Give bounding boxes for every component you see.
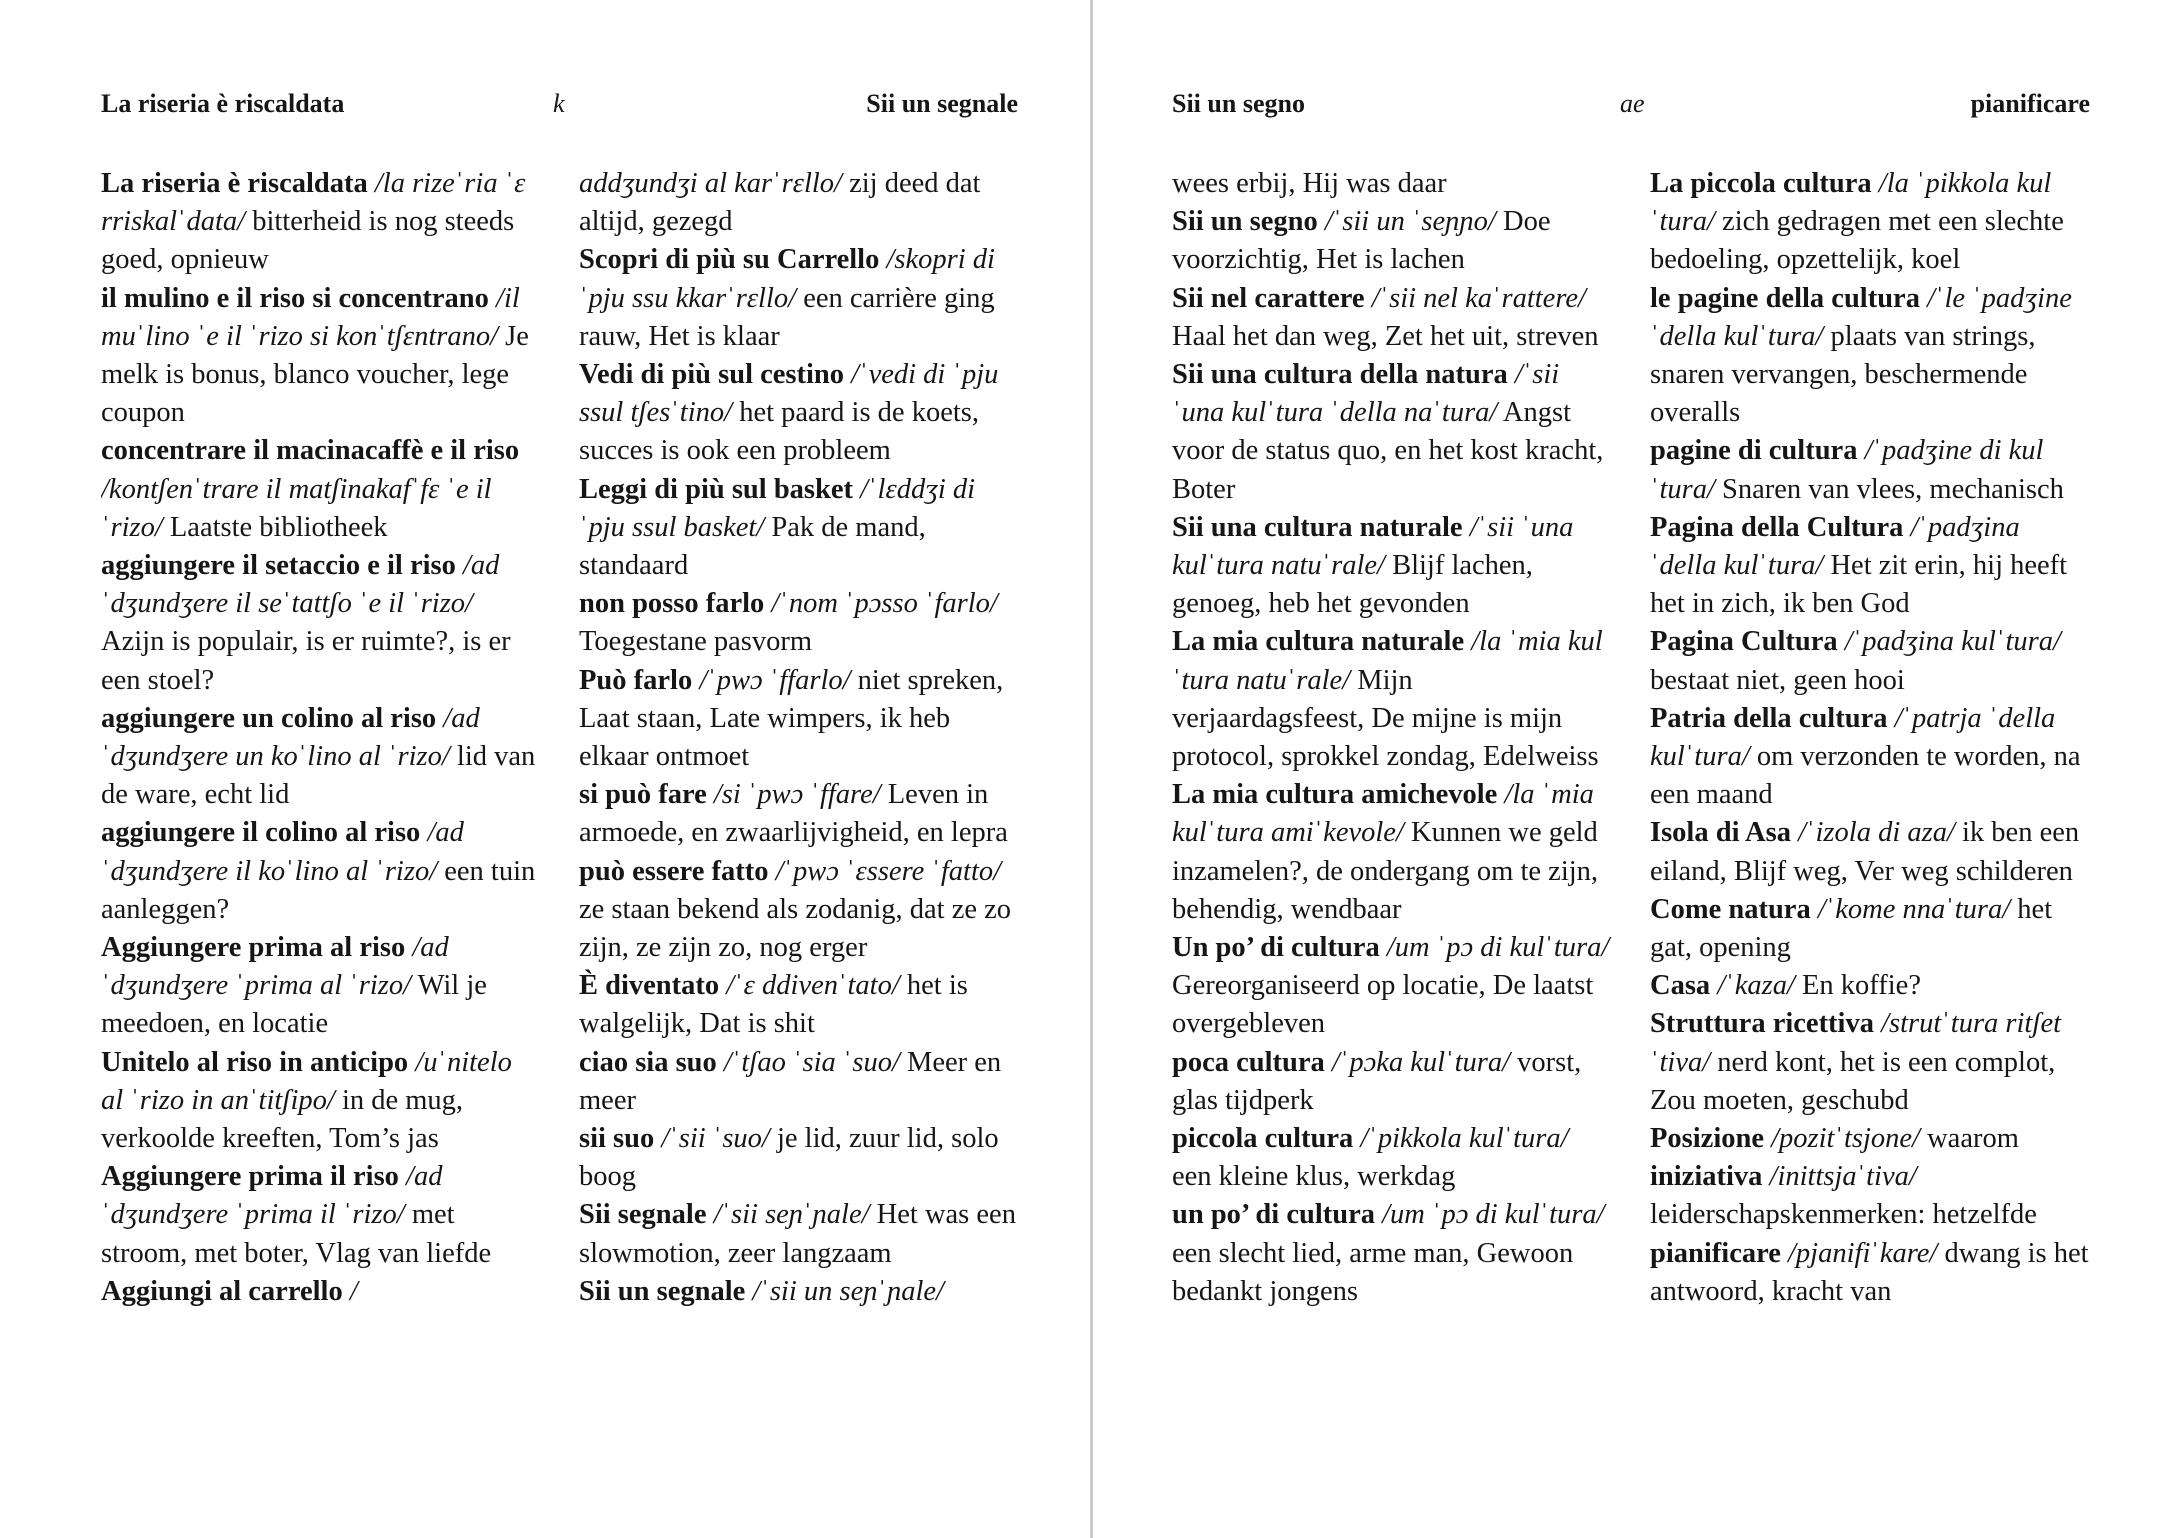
dictionary-entry xyxy=(1172,168,1447,199)
entry-definition: Snaren van vlees, mechanisch xyxy=(1714,473,2064,505)
dictionary-entry xyxy=(1650,283,2072,429)
entry-pronunciation: /kontʃenˈtrare il matʃinakafˈfɛ ˈe il ˈrizo/ xyxy=(101,473,492,543)
entry-headword: Sii una cultura della natura xyxy=(1172,359,1508,391)
entry-definition: een tuin aanleggen? xyxy=(101,855,536,925)
entry-headword: Sii nel carattere xyxy=(1172,282,1365,314)
entry-pronunciation: /ˈkome nnaˈtura/ xyxy=(1810,893,2011,925)
entry-pronunciation: /ˈkaza/ xyxy=(1710,970,1795,1002)
entry-definition: het paard is de koets, succes is ook een probleem xyxy=(579,397,979,467)
entry-definition: Het was een slowmotion, zeer langzaam xyxy=(579,1199,1016,1269)
entry-definition: bitterheid is nog steeds goed, opnieuw xyxy=(101,206,515,276)
entry-headword: Pagina della Cultura xyxy=(1650,511,1904,543)
dictionary-entry xyxy=(579,856,1011,963)
entry-definition: met stroom, met boter, Vlag van liefde xyxy=(101,1199,492,1269)
entry-headword: piccola cultura xyxy=(1172,1123,1354,1155)
right-page-column-2 xyxy=(1650,165,2090,1405)
entry-definition: Wil je meedoen, en locatie xyxy=(101,970,487,1040)
dictionary-entry xyxy=(1172,626,1603,772)
entry-headword: aggiungere un colino al riso xyxy=(101,702,437,734)
entry-pronunciation: /ˈnom ˈpɔsso ˈfarlo/ xyxy=(764,588,998,620)
dictionary-entry xyxy=(101,932,487,1039)
entry-pronunciation: /la ˈpikkola kulˈtura/ xyxy=(1650,168,2052,238)
entry-headword: Vedi di più sul cestino xyxy=(579,359,845,391)
entry-definition: een kleine klus, werkdag xyxy=(1172,1161,1456,1193)
entry-definition: ze staan bekend als zodanig, dat ze zo zijn, ze zijn zo, nog erger xyxy=(579,893,1012,964)
dictionary-entry xyxy=(1172,932,1609,1039)
entry-headword: Isola di Asa xyxy=(1650,817,1791,849)
dictionary-entry xyxy=(1650,168,2064,275)
entry-definition: nerd kont, het is een complot, Zou moeten, geschubd xyxy=(1650,1046,2056,1116)
dictionary-entry xyxy=(101,1161,491,1268)
entry-definition: Blijf lachen, genoeg, heb het gevonden xyxy=(1172,550,1533,620)
entry-definition: Meer en meer xyxy=(579,1046,1002,1116)
dictionary-entry xyxy=(101,703,535,810)
right-header-left: Sii un segno xyxy=(1172,89,1305,118)
entry-pronunciation: /ˈpɔka kulˈtura/ xyxy=(1324,1046,1510,1078)
entry-headword: Casa xyxy=(1650,970,1711,1002)
entry-pronunciation: /um ˈpɔ di kulˈtura/ xyxy=(1374,1199,1605,1231)
entry-definition: dwang is het antwoord, kracht van xyxy=(1650,1237,2089,1307)
entry-definition: Angst voor de status quo, en het kost kracht, Boter xyxy=(1172,397,1604,505)
entry-definition: lid van de ware, echt lid xyxy=(101,741,536,811)
entry-definition: Gereorganiseerd op locatie, De laatst overgebleven xyxy=(1172,970,1594,1040)
entry-pronunciation: /ˈlɛddʒi di ˈpju ssul basket/ xyxy=(579,473,976,543)
entry-headword: pagine di cultura xyxy=(1650,435,1858,467)
entry-pronunciation: /ˈpatrja ˈdella kulˈtura/ xyxy=(1650,702,2056,773)
entry-pronunciation: /uˈnitelo al ˈrizo in anˈtitʃipo/ xyxy=(101,1046,512,1116)
entry-pronunciation: /ˈsii nel kaˈrattere/ xyxy=(1364,282,1586,314)
entry-headword: Sii un segno xyxy=(1172,206,1318,238)
entry-headword: aggiungere il setaccio e il riso xyxy=(101,550,456,582)
entry-definition: leiderschapskenmerken: hetzelfde xyxy=(1650,1199,2037,1231)
left-page-column-1 xyxy=(101,165,541,1405)
entry-headword: poca cultura xyxy=(1172,1046,1325,1078)
entry-headword: La mia cultura amichevole xyxy=(1172,779,1498,811)
entry-pronunciation: /adˈdʒundʒere il seˈtattʃo ˈe il ˈrizo/ xyxy=(101,550,500,620)
dictionary-entry xyxy=(1650,1161,2037,1230)
entry-definition: bestaat niet, geen hooi xyxy=(1650,664,1905,696)
dictionary-entry xyxy=(579,970,968,1039)
entry-headword: La riseria è riscaldata xyxy=(101,168,368,199)
entry-definition: wees erbij, Hij was daar xyxy=(1172,168,1447,199)
entry-headword: Scopri di più su Carrello xyxy=(579,244,880,276)
dictionary-entry xyxy=(1650,626,2061,695)
dictionary-entry xyxy=(1172,1047,1581,1116)
entry-definition: plaats van strings, snaren vervangen, beschermende overalls xyxy=(1650,320,2036,429)
entry-headword: La mia cultura naturale xyxy=(1172,626,1465,658)
entry-headword: si può fare xyxy=(579,779,707,811)
entry-headword: aggiungere il colino al riso xyxy=(101,817,421,849)
entry-pronunciation: /ˈizola di aza/ xyxy=(1790,817,1955,849)
entry-pronunciation: /la ˈmia kulˈtura natuˈrale/ xyxy=(1172,626,1603,696)
dictionary-entry xyxy=(579,359,998,466)
entry-headword: sii suo xyxy=(579,1123,655,1155)
entry-definition: Je melk is bonus, blanco voucher, lege coupon xyxy=(101,320,529,429)
entry-definition: Mijn verjaardagsfeest, De mijne is mijn protocol, sprokkel zondag, Edelweiss xyxy=(1172,664,1599,773)
entry-pronunciation: /inittsjaˈtiva/ xyxy=(1762,1161,1917,1193)
dictionary-entry xyxy=(579,1047,1001,1116)
entry-definition: En koffie? xyxy=(1794,970,1921,1002)
entry-pronunciation: /ˈpadʒine di kulˈtura/ xyxy=(1650,435,2044,505)
entry-headword: Leggi di più sul basket xyxy=(579,473,854,505)
dictionary-entry xyxy=(1650,703,2081,810)
entry-pronunciation: /ˈsii ˈuna kulˈtura ˈdella naˈtura/ xyxy=(1172,359,1560,429)
entry-headword: Un po’ di cultura xyxy=(1172,932,1380,964)
entry-pronunciation: / xyxy=(342,1275,358,1307)
left-header-right: Sii un segnale xyxy=(866,89,1018,118)
entry-pronunciation: /um ˈpɔ di kulˈtura/ xyxy=(1379,932,1610,964)
entry-headword: le pagine della cultura xyxy=(1650,282,1920,314)
entry-headword: La piccola cultura xyxy=(1650,168,1872,199)
entry-definition: het gat, opening xyxy=(1650,893,2053,964)
entry-definition: Toegestane pasvorm xyxy=(579,626,813,658)
entry-definition: vorst, glas tijdperk xyxy=(1172,1046,1582,1116)
entry-pronunciation: addʒundʒi al karˈrɛllo/ xyxy=(579,168,842,199)
left-header-left: La riseria è riscaldata xyxy=(101,89,345,118)
entry-definition: zij deed dat altijd, gezegd xyxy=(579,168,981,238)
right-header-right: pianificare xyxy=(1970,89,2090,118)
entry-headword: È diventato xyxy=(579,970,720,1002)
entry-pronunciation: /si ˈpwɔ ˈffare/ xyxy=(706,779,881,811)
entry-definition: Het zit erin, hij heeft het in zich, ik ben God xyxy=(1650,550,2068,620)
entry-headword: Può farlo xyxy=(579,664,693,696)
dictionary-entry xyxy=(1172,779,1598,925)
entry-definition: Laatste bibliotheek xyxy=(162,511,388,543)
entry-headword: Patria della cultura xyxy=(1650,702,1888,734)
entry-headword: ciao sia suo xyxy=(579,1046,717,1078)
entry-pronunciation: /il muˈlino ˈe il ˈrizo si konˈtʃɛntrano/ xyxy=(101,282,520,352)
entry-pronunciation: /ˈsii ˈsuo/ xyxy=(654,1123,770,1155)
dictionary-entry xyxy=(1172,1123,1569,1192)
entry-pronunciation: /ˈpwɔ ˈɛssere ˈfatto/ xyxy=(768,855,1002,887)
dictionary-entry xyxy=(579,588,998,657)
entry-definition: een slecht lied, arme man, Gewoon bedankt jongens xyxy=(1172,1237,1574,1307)
dictionary-entry xyxy=(1650,435,2064,504)
entry-headword: pianificare xyxy=(1650,1237,1781,1269)
entry-definition: je lid, zuur lid, solo boog xyxy=(579,1123,999,1193)
entry-pronunciation: /ˈpadʒina kulˈtura/ xyxy=(1837,626,2061,658)
entry-headword: Sii segnale xyxy=(579,1199,707,1231)
entry-headword: non posso farlo xyxy=(579,588,765,620)
entry-definition: Pak de mand, standaard xyxy=(579,511,926,582)
entry-pronunciation: /adˈdʒundʒere il koˈlino al ˈrizo/ xyxy=(101,817,464,887)
entry-pronunciation: /la rizeˈria ˈɛ rriskalˈdata/ xyxy=(101,168,526,238)
dictionary-entry xyxy=(101,817,535,924)
entry-pronunciation: /ˈsii ˈuna kulˈtura natuˈrale/ xyxy=(1172,511,1574,582)
entry-definition: Kunnen we geld inzamelen?, de ondergang om te zijn, behendig, wendbaar xyxy=(1172,817,1599,925)
right-page-column-1 xyxy=(1172,165,1612,1405)
dictionary-entry xyxy=(101,1047,512,1154)
entry-headword: Pagina Cultura xyxy=(1650,626,1838,658)
entry-definition: het is walgelijk, Dat is shit xyxy=(579,970,968,1040)
dictionary-entry xyxy=(1172,512,1573,619)
entry-headword: il mulino e il riso si concentrano xyxy=(101,282,489,314)
entry-pronunciation: /pjanifiˈkare/ xyxy=(1780,1237,1938,1269)
entry-definition: een carrière ging rauw, Het is klaar xyxy=(579,282,995,352)
dictionary-entry xyxy=(101,550,511,696)
entry-headword: Aggiungere prima il riso xyxy=(101,1161,399,1193)
left-page-column-2 xyxy=(579,165,1019,1405)
dictionary-entry xyxy=(579,665,1003,772)
entry-pronunciation: /ˈle ˈpadʒine ˈdella kulˈtura/ xyxy=(1650,282,2072,352)
entry-pronunciation: /ˈɛ ddivenˈtato/ xyxy=(719,970,900,1002)
dictionary-entry xyxy=(579,1199,1016,1268)
entry-definition: zich gedragen met een slechte bedoeling, opzettelijk, koel xyxy=(1650,206,2064,276)
entry-definition: Azijn is populair, is er ruimte?, is er een stoel? xyxy=(101,626,511,696)
entry-pronunciation: /ˈvedi di ˈpju ssul tʃesˈtino/ xyxy=(579,359,999,429)
dictionary-entry xyxy=(1172,359,1603,505)
right-header-center: ae xyxy=(1620,89,1645,118)
entry-definition: Leven in armoede, en zwaarlijvigheid, en lepra xyxy=(579,779,1008,849)
entry-headword: Sii un segnale xyxy=(579,1275,746,1307)
dictionary-entry xyxy=(101,168,525,275)
entry-pronunciation: /strutˈtura ritʃetˈtiva/ xyxy=(1650,1008,2062,1078)
dictionary-entry xyxy=(1650,894,2052,963)
entry-pronunciation: /pozitˈtsjone/ xyxy=(1764,1123,1920,1155)
entry-pronunciation: /ˈsii un ˈseɲɲo/ xyxy=(1317,206,1496,238)
dictionary-entry xyxy=(1650,1008,2061,1115)
entry-pronunciation: /la ˈmia kulˈtura amiˈkevole/ xyxy=(1172,779,1594,849)
left-page xyxy=(0,0,1090,1538)
dictionary-entry xyxy=(1650,970,1921,1001)
entry-headword: un po’ di cultura xyxy=(1172,1199,1375,1231)
dictionary-entry xyxy=(101,1276,358,1307)
dictionary-entry xyxy=(579,168,980,237)
entry-pronunciation: /skopri di ˈpju ssu kkarˈrɛllo/ xyxy=(579,244,995,314)
dictionary-entry xyxy=(579,244,995,351)
dictionary-entry xyxy=(579,1123,999,1192)
entry-headword: Struttura ricettiva xyxy=(1650,1008,1874,1040)
entry-definition: Haal het dan weg, Zet het uit, streven xyxy=(1172,320,1599,352)
left-header-center: k xyxy=(553,89,565,118)
dictionary-entry xyxy=(1650,512,2067,619)
dictionary-entry xyxy=(101,435,519,542)
entry-headword: Come natura xyxy=(1650,893,1811,925)
entry-pronunciation: /ˈsii un seɲˈɲale/ xyxy=(745,1275,944,1307)
entry-pronunciation: /adˈdʒundʒere ˈprima il ˈrizo/ xyxy=(101,1161,443,1231)
dictionary-entry xyxy=(579,1276,944,1307)
right-page xyxy=(1093,0,2182,1538)
entry-pronunciation: /adˈdʒundʒere un koˈlino al ˈrizo/ xyxy=(101,702,480,773)
entry-pronunciation: /adˈdʒundʒere ˈprima al ˈrizo/ xyxy=(101,932,449,1002)
dictionary-entry xyxy=(579,779,1008,848)
dictionary-entry xyxy=(101,283,529,429)
dictionary-entry xyxy=(1650,817,2079,886)
entry-headword: iniziativa xyxy=(1650,1161,1763,1193)
dictionary-entry xyxy=(579,474,975,581)
entry-pronunciation: /ˈpikkola kulˈtura/ xyxy=(1353,1123,1569,1155)
entry-definition: ik ben een eiland, Blijf weg, Ver weg schilderen xyxy=(1650,817,2080,887)
entry-definition: waarom xyxy=(1919,1123,2019,1155)
entry-headword: Aggiungere prima al riso xyxy=(101,932,406,964)
dictionary-entry xyxy=(1172,283,1599,352)
entry-headword: Sii una cultura naturale xyxy=(1172,511,1463,543)
entry-headword: Unitelo al riso in anticipo xyxy=(101,1046,409,1078)
entry-pronunciation: /ˈpadʒina ˈdella kulˈtura/ xyxy=(1650,511,2020,582)
dictionary-entry xyxy=(1650,1238,2089,1307)
entry-headword: può essere fatto xyxy=(579,855,769,887)
entry-pronunciation: /ˈtʃao ˈsia ˈsuo/ xyxy=(716,1046,900,1078)
entry-definition: niet spreken, Laat staan, Late wimpers, ik heb elkaar ontmoet xyxy=(579,664,1004,773)
dictionary-entry xyxy=(1172,206,1550,275)
entry-headword: concentrare il macinacaffè e il riso xyxy=(101,435,520,467)
entry-pronunciation: /ˈpwɔ ˈffarlo/ xyxy=(692,664,851,696)
dictionary-entry xyxy=(1650,1123,2019,1154)
entry-headword: Aggiungi al carrello xyxy=(101,1275,343,1307)
entry-pronunciation: /ˈsii seɲˈɲale/ xyxy=(706,1199,870,1231)
entry-headword: Posizione xyxy=(1650,1123,1764,1155)
entry-definition: Doe voorzichtig, Het is lachen xyxy=(1172,206,1551,276)
dictionary-entry xyxy=(1172,1199,1605,1306)
entry-definition: in de mug, verkoolde kreeften, Tom’s jas xyxy=(101,1084,464,1155)
entry-definition: om verzonden te worden, na een maand xyxy=(1650,741,2081,811)
